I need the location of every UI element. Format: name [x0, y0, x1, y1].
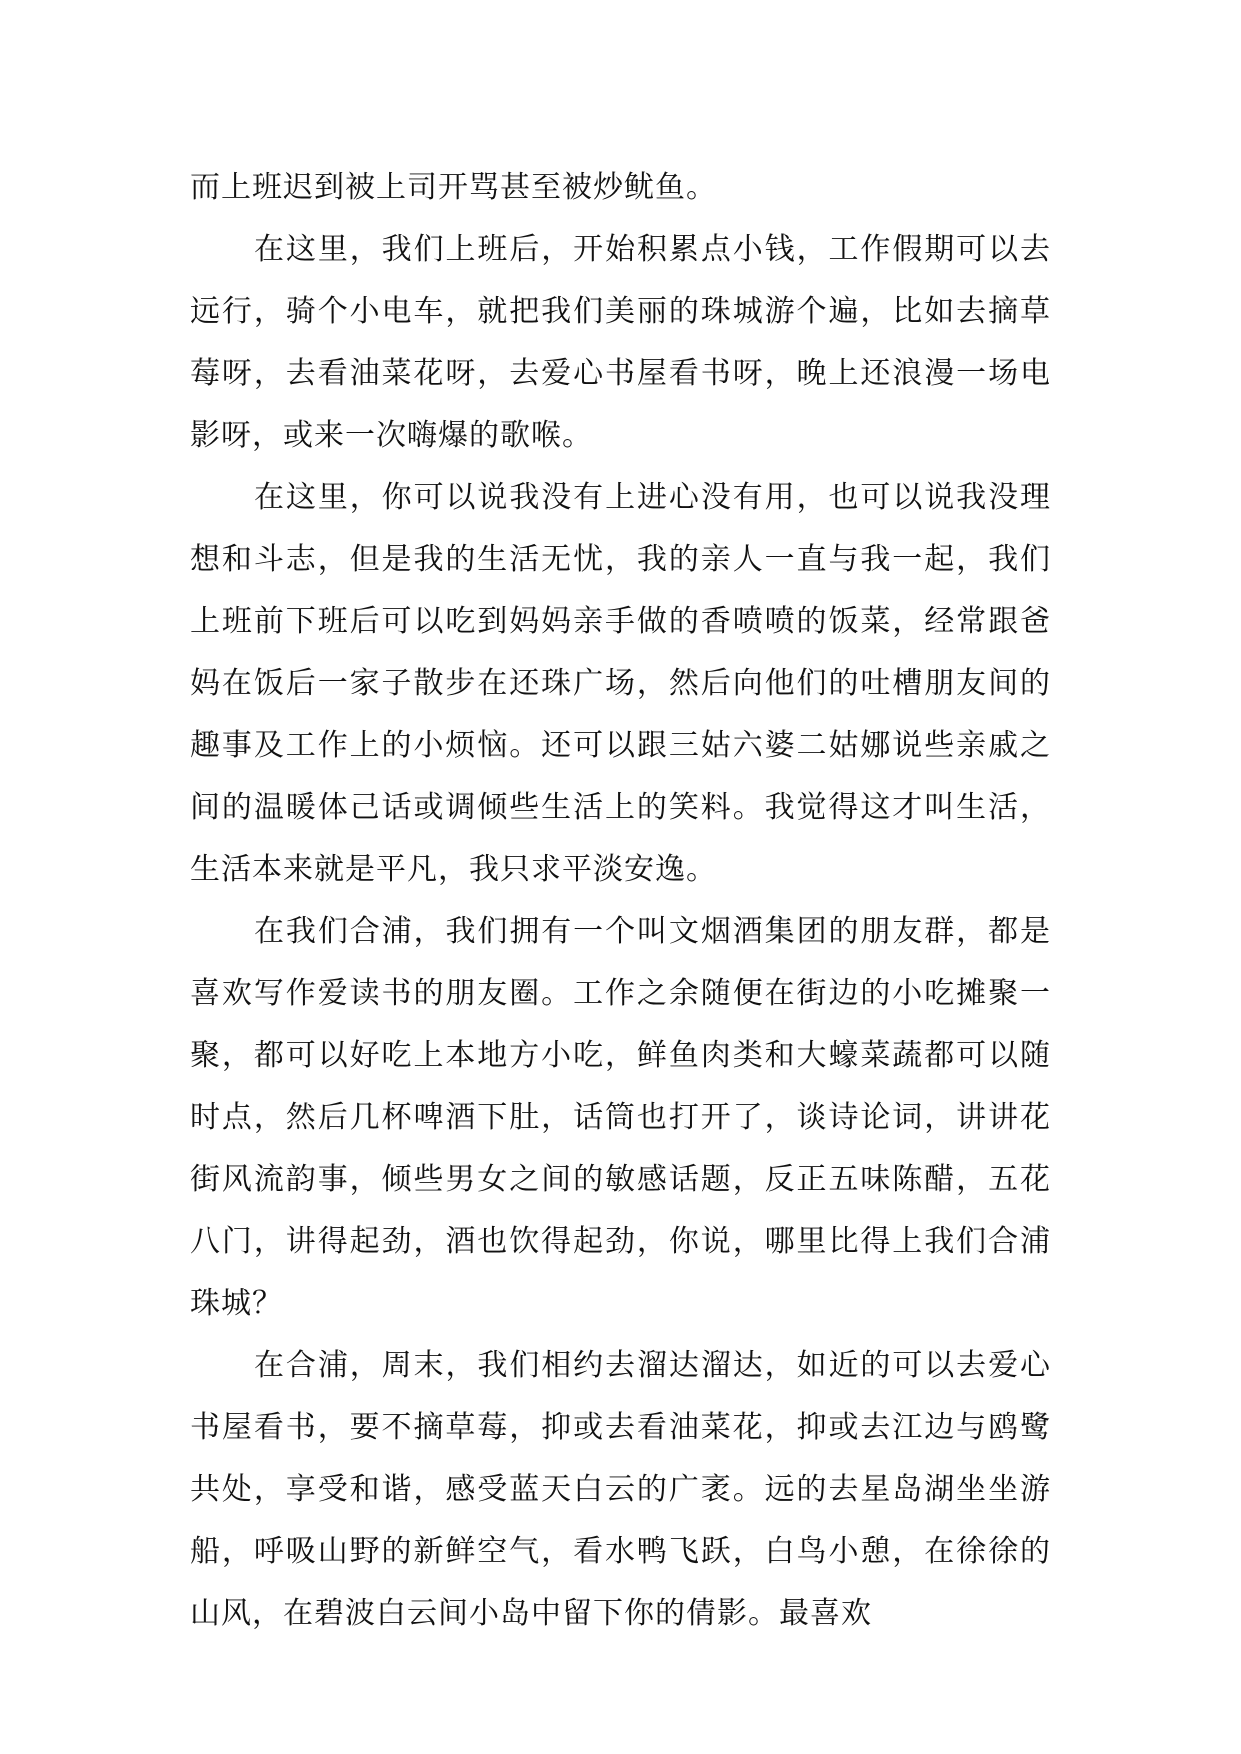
paragraph-4: 在我们合浦，我们拥有一个叫文烟酒集团的朋友群，都是喜欢写作爱读书的朋友圈。工作之余随便在街边的小吃摊聚一聚，都可以好吃上本地方小吃，鲜鱼肉类和大蠔菜蔬都可以随时点，然后几杯啤酒下肚，话筒也打开了，谈诗论词，讲讲花街风流韵事，倾些男女之间的敏感话题，反正五味陈醋，五花八门，讲得起劲，酒也饮得起劲，你说，哪里比得上我们合浦珠城？ [190, 914, 1051, 1321]
document-body [190, 157, 1051, 1645]
paragraph-5: 在合浦，周末，我们相约去溜达溜达，如近的可以去爱心书屋看书，要不摘草莓，抑或去看油菜花，抑或去江边与鸥鹭共处，享受和谐，感受蓝天白云的广袤。远的去星岛湖坐坐游船，呼吸山野的新鲜空气，看水鸭飞跃，白鸟小憩，在徐徐的山风，在碧波白云间小岛中留下你的倩影。最喜欢 [190, 1348, 1051, 1631]
paragraph-3: 在这里，你可以说我没有上进心没有用，也可以说我没理想和斗志，但是我的生活无忧，我的亲人一直与我一起，我们上班前下班后可以吃到妈妈亲手做的香喷喷的饭菜，经常跟爸妈在饭后一家子散步在还珠广场，然后向他们的吐槽朋友间的趣事及工作上的小烦恼。还可以跟三姑六婆二姑娜说些亲戚之间的温暖体己话或调倾些生活上的笑料。我觉得这才叫生活，生活本来就是平凡，我只求平淡安逸。 [190, 480, 1051, 887]
paragraph-2: 在这里，我们上班后，开始积累点小钱，工作假期可以去远行，骑个小电车，就把我们美丽的珠城游个遍，比如去摘草莓呀，去看油菜花呀，去爱心书屋看书呀，晚上还浪漫一场电影呀，或来一次嗨爆的歌喉。 [190, 232, 1051, 453]
paragraph-1: 而上班迟到被上司开骂甚至被炒鱿鱼。 [190, 170, 717, 205]
